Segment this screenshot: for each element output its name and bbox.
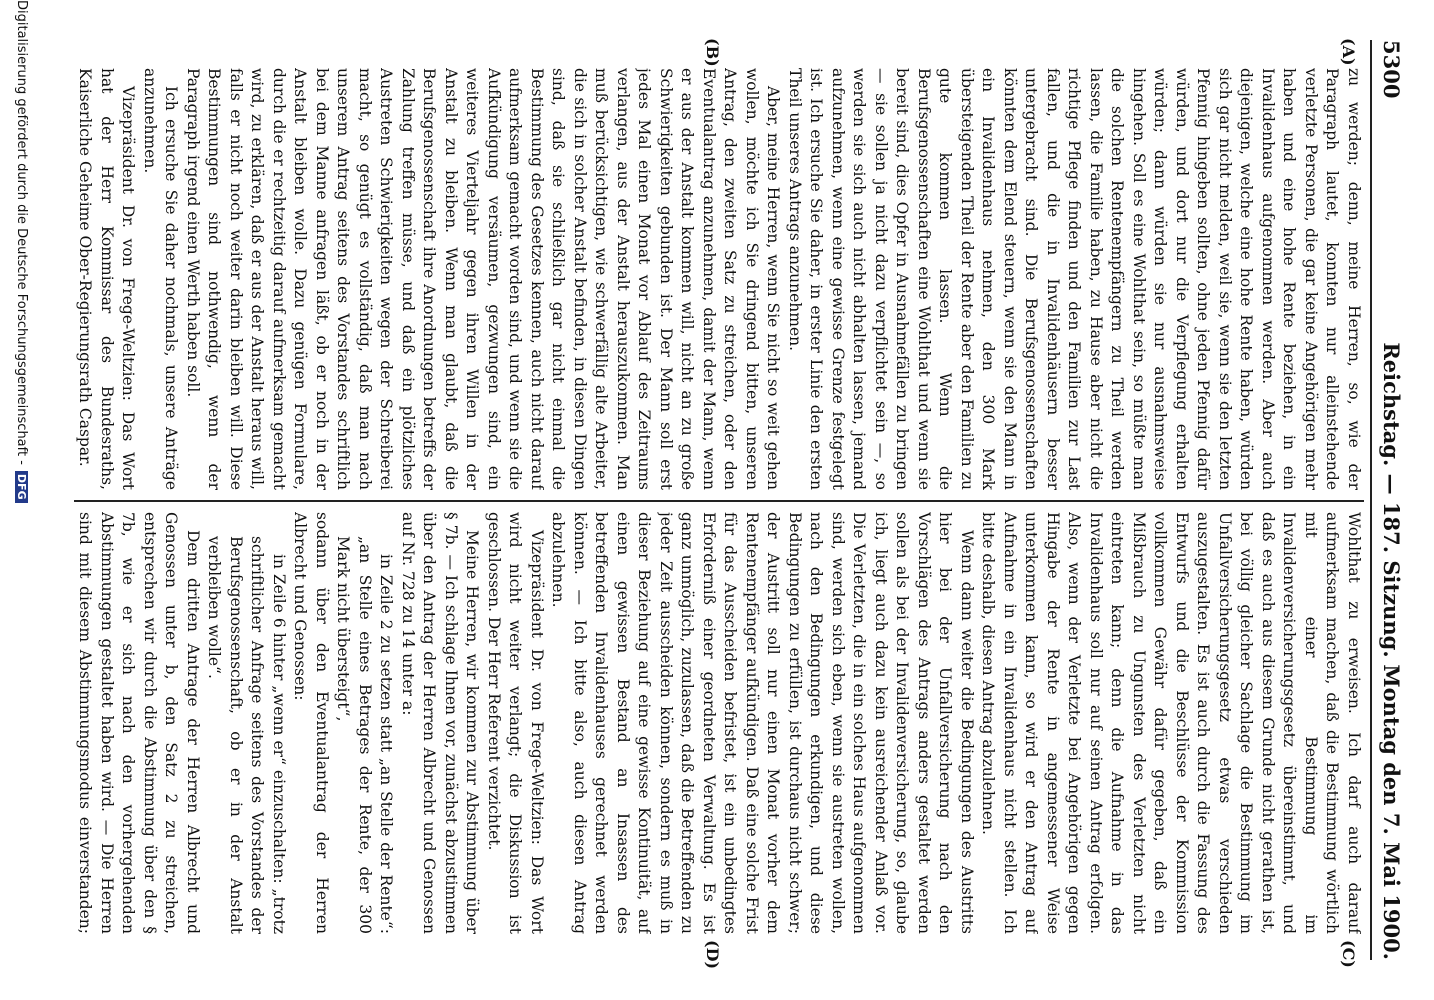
column-divider: [74, 500, 1364, 502]
paragraph: Wenn dann weiter die Bedingungen des Austritts hier bei der Unfallversicherung nach den Vorschlägen des Antrags anders gestaltet werden sollen als bei der Invalidenversicherung, so, glaube ich, liegt auch dazu kein ausreichender Anlaß vor. Die Verletzten, die in ein solches Haus aufgenommen sind, werden sich eben, wenn sie austreten wollen, nach den Bedingungen erkundigen, und diese Bedingungen zu erfüllen, ist durchaus nicht schwer; der Austritt soll nur einen Monat vorher dem Rentenempfänger aufkündigen. Daß eine solche Frist für das Ausscheiden befristet, ist ein unbedingtes Erforderniß einer geordneten Verwaltung. Es ist ganz unmöglich, zuzulassen, daß die Betreffenden zu jeder Zeit ausscheiden können, sondern es muß in dieser Beziehung auf eine gewisse Kontinuität, auf einen gewissen Bestand an Insassen des betreffenden Invalidenhauses gerechnet werden können. — Ich bitte also, auch diesen Antrag abzulehnen.: [549, 512, 976, 934]
paragraph: Aber, meine Herren, wenn Sie nicht so weit gehen wollen, möchte ich Sie dringend bitten, unseren Antrag, den zweiten Satz zu streichen, oder den Eventualantrag anzunehmen, damit der Mann, wenn er aus der Anstalt kommen will, nicht an zu große Schwierigkeiten gebunden ist. Der Mann soll erst jedes Mal einen Monat vor Ablauf des Zeitraums verlangen, aus der Anstalt herauszukommen. Man muß berücksichtigen, wie schwerfällig alte Arbeiter, die sich in solcher Anstalt befinden, in diesen Dingen sind, daß sie schließlich gar nicht einmal die Bestimmung des Gesetzes kennen, auch nicht darauf aufmerksam gemacht worden sind, und wenn sie die Aufkündigung versäumen, gezwungen sind, ein weiteres Vierteljahr gegen ihren Willen in der Anstalt zu bleiben. Wenn man glaubt, daß die Berufsgenossenschaft ihre Anordnungen betreffs der Zahlung treffen müsse, und daß ein plötzliches Austreten Schwierigkeiten wegen der Schreiberei macht, so genügt es vollständig, daß man nach unserem Antrag seitens des Vorstandes schriftlich bei dem Manne anfragen läßt, ob er noch in der Anstalt bleiben wolle. Dazu genügen Formulare, durch die er rechtzeitig darauf aufmerksam gemacht wird, zu erklären, daß er aus der Anstalt heraus will, falls er nicht noch weiter darin bleiben will. Diese Bestimmungen sind nothwendig, wenn der Paragraph irgend einen Werth haben soll.: [184, 68, 783, 490]
paragraph: Wohlthat zu erweisen. Ich darf auch darauf aufmerksam machen, daß die Bestimmung wörtlich mit einer Bestimmung im Invalidenversicherungsgesetz übereinstimmt, und daß es auch aus diesem Grunde nicht gerathen ist, bei völlig gleicher Sachlage die Bestimmung im Unfallversicherungsgesetz etwas verschieden auszugestalten. Es ist auch durch die Fassung des Entwurfs und die Beschlüsse der Kommission vollkommen Gewähr dafür gegeben, daß ein Mißbrauch zu Ungunsten des Verletzten nicht eintreten kann; denn die Aufnahme in das Invalidenhaus soll nur auf seinen Antrag erfolgen. Also, wenn der Verletzte bei Angehörigen gegen Hingabe der Rente in angemessener Weise unterkommen kann, so wird er den Antrag auf Aufnahme in ein Invalidenhaus nicht stellen. Ich bitte deshalb, diesen Antrag abzulehnen.: [979, 512, 1363, 934]
paragraph: sodann über den Eventualantrag der Herren Albrecht und Genossen:: [291, 512, 331, 934]
quoted-amendment: in Zeile 2 zu setzen statt „an Stelle der Rente“: „an Stelle eines Betrages der Rente, der 300 Mark nicht übersteigt“,: [334, 536, 396, 934]
margin-marker-c: (C): [1339, 940, 1358, 968]
header-rule: [1370, 40, 1372, 960]
session-date: Montag den 7. Mai 1900.: [1379, 664, 1404, 960]
page-title: Reichstag. — 187. Sitzung.: [1379, 342, 1404, 658]
speaker-intro: Vizepräsident Dr. von Frege-Weltzien: Das Wort wird nicht weiter verlangt; die Diskussion ist geschlossen. Der Herr Referent verzichtet.: [485, 512, 546, 934]
paragraph: Dem dritten Antrage der Herren Albrecht und Genossen unter b, den Satz 2 zu streichen, entsprechen wir durch die Abstimmung über den § 7b, wie er sich nach den vorhergehenden Abstimmungen gestaltet haben wird. — Die Herren sind mit diesem Abstimmungsmodus einverstanden;: [76, 512, 202, 934]
left-column: [74, 68, 1364, 490]
quoted-amendment: in Zeile 6 hinter „wenn er“ einzuschalten: „trotz schriftlicher Anfrage seitens des Vorstandes der Berufsgenossenschaft, ob er in der Anstalt verbleiben wolle“.: [205, 536, 288, 934]
dfg-logo: DFG: [15, 471, 28, 503]
margin-marker-d: (D): [703, 940, 722, 970]
footer-credit: Digitalisierung gefördert durch die Deutsche Forschungsgemeinschaft -: [14, 0, 29, 465]
margin-marker-a: (A): [1339, 38, 1358, 66]
paragraph: Meine Herren, wir kommen zur Abstimmung über § 7b. — Ich schlage Ihnen vor, zunächst abzustimmen über den Antrag der Herren Albrecht und Genossen auf Nr. 728 zu 14 unter a:: [399, 512, 482, 934]
digitization-footer: [14, 0, 29, 1000]
page-number: 5300: [1379, 40, 1404, 99]
speaker-intro: Vizepräsident Dr. von Frege-Weltzien: Das Wort hat der Herr Kommissar des Bundesraths, Kaiserliche Geheime Ober-Regierungsrath Caspar.: [76, 68, 138, 490]
margin-marker-b: (B): [703, 38, 722, 67]
right-column: [74, 512, 1364, 934]
paragraph: Ich ersuche Sie daher nochmals, unsere Anträge anzunehmen.: [141, 68, 181, 490]
paragraph: zu werden; denn, meine Herren, so, wie der Paragraph lautet, konnten nur alleinstehende verletzte Personen, die gar keine Angehörigen mehr haben und eine hohe Rente beziehen, in ein Invalidenhaus aufgenommen werden. Aber auch diejenigen, welche eine hohe Rente haben, würden sich gar nicht melden, weil sie, wenn sie den letzten Pfennig hingeben sollten, ohne jeden Pfennig dafür würden, und dort nur die Verpflegung erhalten würden; dann würden sie nur ausnahmsweise hingehen. Soll es eine Wohlthat sein, so müßte man die solchen Rentenempfängern zu Theil werden lassen, die Familie haben, zu Hause aber nicht die richtige Pflege finden und den Familien zur Last fallen, und die in Invalidenhäusern besser untergebracht sind. Die Berufsgenossenschaften könnten dem Elend steuern, wenn sie den Mann in ein Invalidenhaus nehmen, den 300 Mark übersteigenden Theil der Rente aber den Familien zu gute kommen lassen. Wenn die Berufsgenossenschaften eine Wohlthat und wenn sie bereit sind, dies Opfer in Ausnahmefällen zu bringen — sie sollen ja nicht dazu verpflichtet sein —, so werden sie sich auch nicht abhalten lassen, jemand aufzunehmen, wenn eine gewisse Grenze festgelegt ist. Ich ersuche Sie daher, in erster Linie den ersten Theil unseres Antrags anzunehmen.: [786, 68, 1363, 490]
page-header: [1378, 40, 1404, 960]
